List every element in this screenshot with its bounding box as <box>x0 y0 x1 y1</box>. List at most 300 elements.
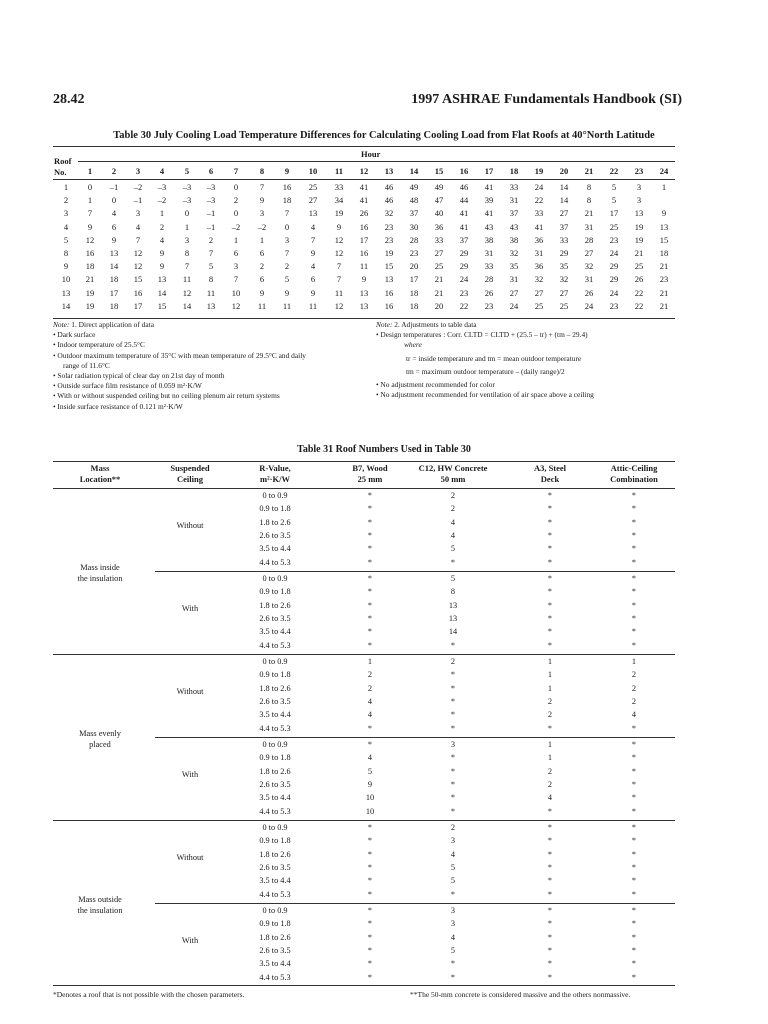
table30-cell: 6 <box>259 274 265 285</box>
table30-cell: 23 <box>659 274 669 285</box>
table31-cell-attic: * <box>631 766 637 776</box>
table31-cell-b7: * <box>367 574 373 583</box>
table31-cell-b7: * <box>367 587 373 597</box>
table30-cell: 2 <box>284 261 290 272</box>
table31-row <box>0 544 768 555</box>
table31-cell-a3: * <box>547 876 553 886</box>
table31-row <box>0 614 768 625</box>
table30-cell: 11 <box>359 261 369 272</box>
table30-cell: 25 <box>559 300 569 311</box>
table31-column-header <box>325 463 415 485</box>
table31-cell-a3: * <box>547 823 553 832</box>
table31-cell-attic: 4 <box>631 710 637 720</box>
table30-cell: –3 <box>206 182 216 192</box>
table30-hour-cell: 8 <box>259 166 265 176</box>
table31-cell-c12: * <box>450 640 456 650</box>
table30-cell: 5 <box>611 195 617 206</box>
table31-cell-b7: * <box>367 972 373 982</box>
table30-cell: 3 <box>184 234 190 245</box>
table31-r-value: 1.8 to 2.6 <box>259 849 291 859</box>
table30-cell: 2 <box>233 195 239 206</box>
table30-cell: 28 <box>584 234 594 245</box>
table31-mass-location-line: Mass inside <box>80 562 120 572</box>
table31-cell-b7: * <box>367 836 373 846</box>
table30-cell: 22 <box>634 287 644 298</box>
table30-cell: –1 <box>206 221 216 232</box>
table31-cell-c12: 5 <box>450 544 456 554</box>
table30-cell: 12 <box>231 300 241 311</box>
table31-cell-a3: * <box>547 889 553 899</box>
table30-cell: 21 <box>634 248 644 258</box>
table30-cell: 4 <box>310 221 316 232</box>
table30-roof-label: Roof <box>54 156 72 166</box>
table30-hour-cell: 22 <box>609 166 619 176</box>
table31-column-header <box>155 463 225 485</box>
table31-mass-location-line: Mass outside <box>78 894 122 904</box>
table30-cell: 37 <box>559 221 569 232</box>
table30-hour-cell: 17 <box>484 166 494 176</box>
table31-cell-attic: * <box>631 587 637 597</box>
table30-cell: 4 <box>310 261 316 272</box>
table30-hour-cell: 2 <box>111 166 117 176</box>
table30-cell: 9 <box>159 261 165 272</box>
note1-item: • Outside surface film resistance of 0.059 m²·K/W <box>53 381 202 391</box>
table31-cell-b7: * <box>367 600 373 610</box>
table31-column-header-line: Ceiling <box>177 474 203 484</box>
table30-row <box>0 301 768 313</box>
table30-roof-number: 10 <box>61 274 71 285</box>
table31-cell-b7: 2 <box>367 670 373 680</box>
table31-cell-c12: * <box>450 806 456 816</box>
table31-cell-c12: 3 <box>450 836 456 846</box>
table30-header-rule <box>53 179 675 180</box>
table30-cell: 13 <box>384 274 394 285</box>
table31-cell-attic: * <box>631 723 637 733</box>
table30-hour-cell: 11 <box>334 166 344 176</box>
table31-r-value: 1.8 to 2.6 <box>259 517 291 527</box>
table30-cell: 13 <box>659 221 669 232</box>
table31-row <box>0 863 768 874</box>
table31-cell-a3: * <box>547 959 553 969</box>
table31-r-value: 4.4 to 5.3 <box>259 972 291 982</box>
table30-cell: 26 <box>484 287 494 298</box>
table31-column-header-line: 25 mm <box>357 474 383 484</box>
table31-row <box>0 518 768 529</box>
table30-cell: 21 <box>659 261 669 272</box>
table31-r-value: 2.6 to 3.5 <box>259 614 291 624</box>
table31-r-value: 4.4 to 5.3 <box>259 557 291 567</box>
table31-cell-a3: * <box>547 640 553 650</box>
table30-roof-number: 1 <box>63 182 69 192</box>
table30-hour-cell: 3 <box>135 166 141 176</box>
table31-cell-attic: * <box>631 793 637 803</box>
table30-cell: 23 <box>384 234 394 245</box>
table31-row <box>0 684 768 695</box>
table31-r-value: 4.4 to 5.3 <box>259 723 291 733</box>
table30-cell: 3 <box>636 182 642 192</box>
table30-cell: 19 <box>634 234 644 245</box>
table31-row <box>0 876 768 887</box>
table31-cell-a3: 2 <box>547 710 553 720</box>
table31-r-value: 2.6 to 3.5 <box>259 531 291 541</box>
table31-column-header <box>505 463 595 485</box>
table30-cell: 13 <box>359 287 369 298</box>
table30-cell: 12 <box>334 300 344 311</box>
table30-cell: 22 <box>634 300 644 311</box>
table31-cell-a3: * <box>547 849 553 859</box>
table31-cell-b7: * <box>367 849 373 859</box>
table30-cell: 19 <box>85 287 95 298</box>
table30-cell: 9 <box>284 287 290 298</box>
table30-cell: 25 <box>609 221 619 232</box>
table31-cell-c12: * <box>450 697 456 707</box>
table31-cell-a3: * <box>547 531 553 541</box>
page-number: 28.42 <box>53 92 85 107</box>
table30-cell: 14 <box>559 195 569 206</box>
table30-hour-cell: 18 <box>509 166 519 176</box>
table30-cell: 33 <box>559 234 569 245</box>
table31-r-value: 2.6 to 3.5 <box>259 863 291 873</box>
table31-row <box>0 627 768 638</box>
table31-r-value: 1.8 to 2.6 <box>259 766 291 776</box>
table31-cell-b7: 10 <box>365 793 375 803</box>
table30-cell: 7 <box>310 234 316 245</box>
table30-cell: 17 <box>359 234 369 245</box>
table31-cell-a3: * <box>547 587 553 597</box>
table31-cell-a3: * <box>547 600 553 610</box>
table30-cell: 25 <box>434 261 444 272</box>
table30-cell: 7 <box>284 248 290 258</box>
table31-cell-attic: 2 <box>631 683 637 693</box>
table31-column-header-line: Suspended <box>170 463 210 473</box>
table31-cell-a3: * <box>547 906 553 915</box>
table30-cell: 39 <box>484 195 494 206</box>
table31-mass-location-line: the insulation <box>77 573 123 583</box>
table30-cell: 0 <box>233 208 239 219</box>
table30-cell: 0 <box>87 182 93 192</box>
table30-hour-rule <box>78 161 675 162</box>
table30-cell: 31 <box>484 248 494 258</box>
table30-cell: 46 <box>459 182 469 192</box>
page-header <box>53 92 682 112</box>
table31-cell-attic: * <box>631 753 637 763</box>
table31-row <box>0 574 768 585</box>
table31-cell-attic: * <box>631 959 637 969</box>
table30-cell: 12 <box>133 248 143 258</box>
table31-cell-b7: * <box>367 531 373 541</box>
table30-cell: 4 <box>111 208 117 219</box>
table30-cell: 6 <box>111 221 117 232</box>
table30-cell: 17 <box>133 300 143 311</box>
table30-cell: 41 <box>459 221 469 232</box>
table31-row <box>0 587 768 598</box>
table31-r-value: 0 to 0.9 <box>262 823 288 832</box>
table31-cell-attic: * <box>631 574 637 583</box>
table30-hour-cell: 4 <box>159 166 165 176</box>
table30-cell: 49 <box>409 182 419 192</box>
table31-r-value: 1.8 to 2.6 <box>259 932 291 942</box>
table31-cell-a3: 2 <box>547 766 553 776</box>
table31-cell-c12: * <box>450 793 456 803</box>
table31-r-value: 4.4 to 5.3 <box>259 806 291 816</box>
table31-row <box>0 641 768 652</box>
table30-cell: 27 <box>434 248 444 258</box>
table31-cell-c12: 3 <box>450 906 456 915</box>
table31-cell-a3: 2 <box>547 780 553 790</box>
table31-suspended-ceiling: With <box>181 604 199 614</box>
table30-hour-cell: 6 <box>208 166 214 176</box>
note2-formula: • Design temperatures : Corr. CLTD = CLTD + (25.5 – tr) + (tm – 29.4) <box>376 330 588 340</box>
table30-cell: 25 <box>634 261 644 272</box>
table31-r-value: 0 to 0.9 <box>262 740 288 749</box>
note2-item: • No adjustment recommended for color <box>376 380 495 390</box>
table31-mass-location-line: the insulation <box>77 905 123 915</box>
table30-cell: 27 <box>559 287 569 298</box>
table30-cell: –3 <box>182 182 192 192</box>
table30-cell: 16 <box>85 248 95 258</box>
table31-cell-attic: * <box>631 919 637 929</box>
table30-row <box>0 222 768 234</box>
table31-cell-b7: 2 <box>367 683 373 693</box>
table30-cell: 4 <box>135 221 141 232</box>
table31-column-header <box>225 463 325 485</box>
table30-cell: 27 <box>509 287 519 298</box>
table30-cell: 41 <box>359 195 369 206</box>
table31-row <box>0 767 768 778</box>
table31-row <box>0 906 768 917</box>
table30-title: Table 30 July Cooling Load Temperature Differences for Calculating Cooling Load from Flat Roofs at 40°North Latitude <box>113 130 655 141</box>
table30-hour-cell: 5 <box>184 166 190 176</box>
table31-cell-attic: * <box>631 557 637 567</box>
table30-cell: 12 <box>133 261 143 272</box>
table30-hour-cell: 10 <box>308 166 318 176</box>
table30-cell: 21 <box>659 287 669 298</box>
table30-cell: 46 <box>384 182 394 192</box>
table30-cell: 23 <box>484 300 494 311</box>
table31-cell-b7: * <box>367 889 373 899</box>
table30-cell: 17 <box>409 274 419 285</box>
table30-roof-number: 5 <box>63 234 69 245</box>
table30-hour-cell: 24 <box>659 166 669 176</box>
note1-item: • Dark surface <box>53 330 96 340</box>
table30-cell: 24 <box>459 274 469 285</box>
table30-cell: 18 <box>109 274 119 285</box>
table31-footnote-left: *Denotes a roof that is not possible with the chosen parameters. <box>53 990 245 999</box>
table31-column-header-line: B7, Wood <box>352 463 388 473</box>
table31-cell-b7: 4 <box>367 697 373 707</box>
table31-column-header-line: Attic-Ceiling <box>610 463 658 473</box>
table30-cell: 31 <box>509 274 519 285</box>
table31-cell-a3: * <box>547 504 553 514</box>
table31-row <box>0 850 768 861</box>
table31-cell-c12: 2 <box>450 491 456 500</box>
table30-hour-cell: 1 <box>87 166 93 176</box>
table30-cell: 15 <box>133 274 143 285</box>
table30-row <box>0 182 768 194</box>
table31-cell-attic: * <box>631 849 637 859</box>
table31-cell-attic: * <box>631 863 637 873</box>
table31-row <box>0 836 768 847</box>
table31-cell-c12: 5 <box>450 574 456 583</box>
table30-cell: 27 <box>308 195 318 206</box>
table30-hour-cell: 23 <box>634 166 644 176</box>
table31-cell-attic: * <box>631 806 637 816</box>
table30-cell: 20 <box>409 261 419 272</box>
table31-row <box>0 491 768 502</box>
table30-cell: 33 <box>334 182 344 192</box>
table31-cell-a3: * <box>547 614 553 624</box>
table31-cell-b7: * <box>367 946 373 956</box>
table31-cell-a3: 2 <box>547 697 553 707</box>
table30-cell: 9 <box>159 248 165 258</box>
table30-cell: 7 <box>208 248 214 258</box>
table30-cell: 11 <box>282 300 292 311</box>
table31-block-rule <box>155 737 675 738</box>
table31-column-header-line: Deck <box>540 474 560 484</box>
table30-cell: 32 <box>559 274 569 285</box>
table30-cell: 24 <box>509 300 519 311</box>
table31-column-header-line: m²·K/W <box>260 474 290 484</box>
table31-cell-c12: * <box>450 710 456 720</box>
table30-cell: 11 <box>334 287 344 298</box>
table30-cell: 32 <box>534 274 544 285</box>
table30-cell: 11 <box>308 300 318 311</box>
table30-hour-cell: 21 <box>584 166 594 176</box>
table30-cell: –1 <box>109 182 119 192</box>
table30-cell: 23 <box>409 248 419 258</box>
table30-cell: 33 <box>509 182 519 192</box>
table31-footnote-right: **The 50-mm concrete is considered massive and the others nonmassive. <box>410 990 631 999</box>
table31-suspended-ceiling: With <box>181 936 199 946</box>
table31-cell-a3: * <box>547 932 553 942</box>
table31-cell-c12: 13 <box>448 600 458 610</box>
table30-cell: 2 <box>159 221 165 232</box>
table31-row <box>0 601 768 612</box>
table31-cell-a3: * <box>547 972 553 982</box>
table31-r-value: 0 to 0.9 <box>262 491 288 500</box>
table30-cell: 1 <box>233 234 239 245</box>
note2-item: • No adjustment recommended for ventilation of air space above a ceiling <box>376 390 594 400</box>
table30-row <box>0 208 768 220</box>
table31-r-value: 3.5 to 4.4 <box>259 544 291 554</box>
table31-cell-b7: * <box>367 823 373 832</box>
table30-cell: 37 <box>409 208 419 219</box>
table31-r-value: 3.5 to 4.4 <box>259 793 291 803</box>
table30-cell: 37 <box>459 234 469 245</box>
table30-cell: 19 <box>634 221 644 232</box>
table30-cell: 23 <box>609 300 619 311</box>
table31-r-value: 3.5 to 4.4 <box>259 627 291 637</box>
note2-title: 2. Adjustments to table data <box>394 320 477 329</box>
table31-block-rule <box>155 903 675 904</box>
table30-cell: 12 <box>85 234 95 245</box>
table30-cell: 8 <box>208 274 214 285</box>
table31-cell-c12: 4 <box>450 932 456 942</box>
table30-row <box>0 261 768 273</box>
table30-cell: 31 <box>534 248 544 258</box>
table30-row <box>0 274 768 286</box>
table31-cell-c12: 14 <box>448 627 458 637</box>
table30-cell: 33 <box>484 261 494 272</box>
note2-def2: tm = maximum outdoor temperature – (daily range)/2 <box>406 366 565 376</box>
table30-cell: 29 <box>459 248 469 258</box>
table30-hour-cell: 15 <box>434 166 444 176</box>
table31-cell-b7: 10 <box>365 806 375 816</box>
table31-cell-attic: * <box>631 614 637 624</box>
table30-cell: 27 <box>534 287 544 298</box>
table30-cell: –1 <box>206 208 216 219</box>
table30-cell: 34 <box>334 195 344 206</box>
table31-row <box>0 740 768 751</box>
table31-column-header-line: A3, Steel <box>533 463 567 473</box>
table30-cell: 8 <box>586 182 592 192</box>
table30-cell: 9 <box>336 221 342 232</box>
table31-row <box>0 807 768 818</box>
table31-r-value: 0 to 0.9 <box>262 574 288 583</box>
table31-row <box>0 933 768 944</box>
table30-hour-cell: 13 <box>384 166 394 176</box>
table31-cell-a3: * <box>547 627 553 637</box>
table30-cell: 18 <box>409 287 419 298</box>
table30-hour-cell: 14 <box>409 166 419 176</box>
table30-roof-number: 3 <box>63 208 69 219</box>
table31-row <box>0 780 768 791</box>
table30-cell: 13 <box>359 300 369 311</box>
table30-cell: 33 <box>434 234 444 245</box>
table30-cell: 9 <box>661 208 667 219</box>
table30-roof-number: 4 <box>63 221 69 232</box>
table30-cell: 7 <box>135 234 141 245</box>
note1-item: • Solar radiation typical of clear day on 21st day of month <box>53 371 225 381</box>
table30-cell: 43 <box>484 221 494 232</box>
table30-cell: 29 <box>459 261 469 272</box>
table30-cell: 23 <box>384 221 394 232</box>
table30-cell: 48 <box>409 195 419 206</box>
table31-column-header-line: Mass <box>90 463 110 473</box>
table31-group-rule <box>53 820 675 821</box>
table30-cell: 26 <box>584 287 594 298</box>
table30-cell: 13 <box>109 248 119 258</box>
table31-cell-c12: 5 <box>450 946 456 956</box>
table30-cell: 7 <box>336 274 342 285</box>
table30-cell: 29 <box>609 261 619 272</box>
table31-cell-b7: 1 <box>367 657 373 666</box>
note1-title: 1. Direct application of data <box>71 320 154 329</box>
table30-cell: 2 <box>259 261 265 272</box>
table30-cell: 5 <box>284 274 290 285</box>
table30-cell: 15 <box>157 300 167 311</box>
table31-cell-b7: * <box>367 614 373 624</box>
table31-r-value: 3.5 to 4.4 <box>259 876 291 886</box>
table30-cell: 41 <box>484 208 494 219</box>
table31-r-value: 2.6 to 3.5 <box>259 697 291 707</box>
table30-cell: –2 <box>231 221 241 232</box>
table30-cell: 26 <box>634 274 644 285</box>
table31-cell-c12: * <box>450 557 456 567</box>
table30-roof-number: 8 <box>63 248 69 258</box>
table30-cell: 19 <box>334 208 344 219</box>
table30-cell: 26 <box>359 208 369 219</box>
table30-hour-cell: 12 <box>359 166 369 176</box>
table30-row <box>0 248 768 260</box>
table30-cell: 6 <box>259 248 265 258</box>
table30-cell: 38 <box>484 234 494 245</box>
table31-r-value: 0.9 to 1.8 <box>259 670 291 680</box>
table31-cell-a3: * <box>547 544 553 554</box>
table31-cell-attic: * <box>631 889 637 899</box>
table30-cell: 24 <box>534 182 544 192</box>
table31-cell-b7: * <box>367 906 373 915</box>
